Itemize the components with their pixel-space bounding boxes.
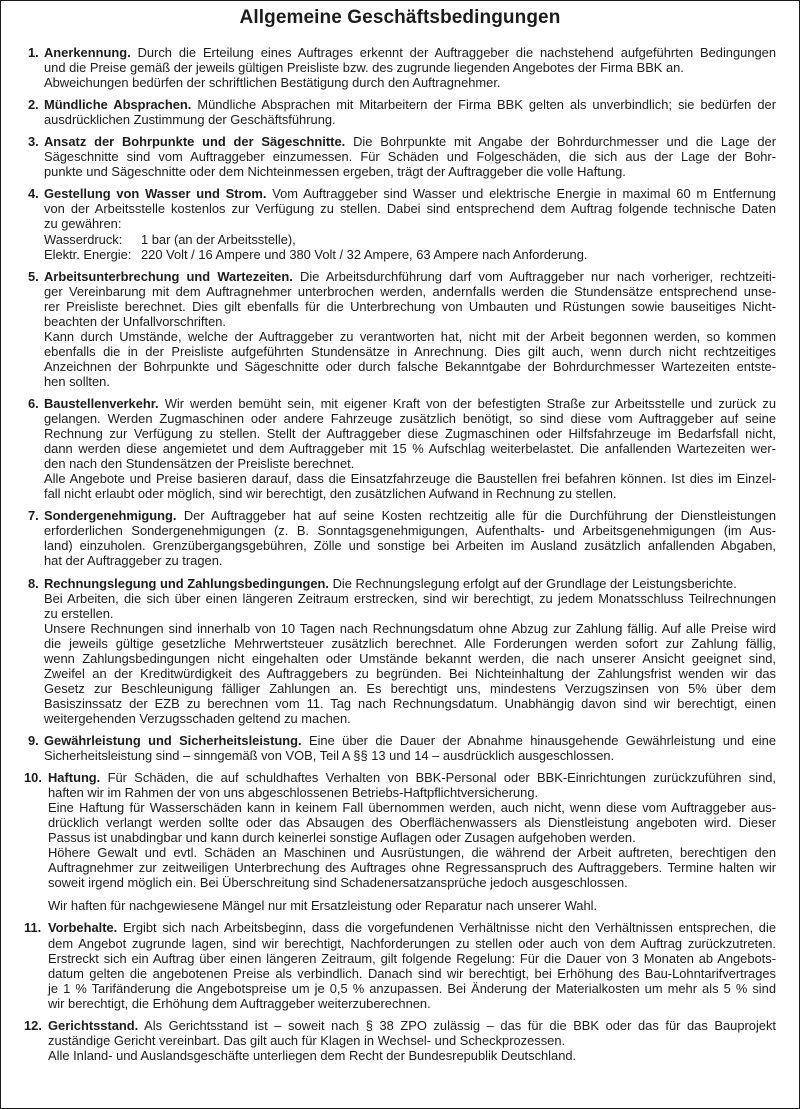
section-line	[44, 523, 776, 538]
section-extra-paragraph: Wir haften für nachgewiesene Mängel nur mit Ersatzleistung oder Reparatur nach unserer Wahl.	[48, 898, 598, 914]
section-text: Erstreckt sich ein Auftrag über einen längeren Zeitraum, gilt folgende Regelung: Für die Dauer von 3 Monaten ab Angebots-	[48, 950, 776, 966]
section-text: wenn Zahlungsbedingungen nicht eingehalten oder Umstände bekannt werden, die nach unserer Ansicht geeignet sind,	[44, 650, 776, 666]
spec-value: 220 Volt / 16 Ampere und 380 Volt / 32 Ampere, 63 Ampere nach Anforderung.	[141, 246, 588, 262]
section-text: ger Vereinbarung mit dem Auftragnehmer unterbrochen werden, andernfalls werden die Stundensätze entsprechend unse-	[44, 283, 776, 299]
section-line	[44, 666, 776, 681]
section-line	[44, 329, 776, 344]
section-text: Alle Inland- und Auslandsgeschäfte unterliegen dem Recht der Bundesrepublik Deutschland.	[48, 1047, 577, 1063]
section-line	[44, 164, 776, 179]
section-12	[24, 1017, 777, 1063]
section-line	[44, 748, 776, 763]
section-text: erforderlichen Sondergenehmigungen (z. B. Sonntagsgenehmigungen, Aufenthalts- und Arbeitsgenehmigungen (im Aus-	[44, 523, 776, 539]
section-line	[44, 45, 776, 60]
section-text: die jeweils gültige gesetzliche Mehrwertsteuer zusätzlich berechnet. Alle Forderungen werden sofort zur Zahlung fällig,	[44, 635, 776, 651]
section-number: 4.	[28, 186, 39, 202]
section-text: Zweifel an der Kreditwürdigkeit des Auftraggebers zu begründen. Bei Nichteinhaltung der Zahlungsfrist wenden wir das	[44, 665, 776, 681]
section-text: Gesetz zur Beschleunigung fälliger Zahlungen an. Es berechtigt uns, mindestens Verzugszinsen von 5% über dem	[44, 680, 776, 696]
section-text: Bei Arbeiten, die sich über einen längeren Zeitraum erstrecken, sind wir berechtigt, zu jedem Monatsschluss Teilrechnungen	[44, 590, 776, 606]
section-11	[24, 920, 776, 1011]
section-number: 6.	[28, 395, 39, 411]
section-text: Alle Angebote und Preise basieren darauf, dass die Einsatzfahrzeuge die Baustellen frei befahren können. Ist dies im Einzel-	[44, 471, 776, 487]
section-text: hat der Auftraggeber zu tragen.	[44, 553, 223, 569]
section-heading: Gestellung von Wasser und Strom.	[44, 186, 267, 202]
section-line	[48, 860, 776, 875]
section-text: Sägeschnitte sind vom Auftraggeber einzumessen. Für Schäden und Folgeschäden, die sich aus der Lage der Bohr-	[44, 149, 776, 165]
section-line	[48, 936, 776, 951]
section-line	[44, 651, 776, 666]
section-line	[44, 508, 776, 523]
section-line	[48, 815, 776, 830]
section-text: Unsere Rechnungen sind innerhalb von 10 Tagen nach Rechnungsdatum ohne Abzug zur Zahlung fällig. Auf alle Preise wird	[44, 620, 776, 636]
section-text: Eine über die Dauer der Abnahme hinausgehende Gewährleistung und eine	[308, 732, 776, 748]
section-number: 10.	[24, 770, 42, 786]
section-number: 9.	[28, 732, 39, 748]
spec-row	[44, 247, 776, 262]
section-text: soweit irgend möglich ein. Bei Überschreitung sind Schadenersatzansprüche jedoch ausgeschlossen.	[48, 875, 628, 891]
section-line	[48, 981, 776, 996]
section-line	[44, 201, 776, 216]
section-heading: Vorbehalte.	[48, 920, 118, 936]
section-number: 1.	[28, 45, 39, 60]
section-text: Die Bohrpunkte mit Angabe der Bohrdurchmesser und die Lage der	[353, 134, 776, 150]
section-text: ausdrücklichen Zustimmung der Geschäftsführung.	[44, 112, 336, 128]
section-text: den nach den Stundensätzen der Preisliste berechnet.	[44, 456, 355, 472]
section-line	[44, 216, 776, 231]
section-number: 11.	[24, 920, 42, 936]
section-line	[44, 471, 776, 486]
section-line	[44, 299, 776, 314]
section-heading: Arbeitsunterbrechung und Wartezeiten.	[44, 268, 293, 284]
section-text: ebenfalls die in der Preisliste aufgeführten Stundensätze in Anrechnung. Dies gilt auch, wenn durch nicht rechtzeitiges	[44, 343, 776, 359]
section-text: Die Rechnungslegung erfolgt auf der Grundlage der Leistungsberichte.	[332, 575, 737, 591]
section-text: haften wir im Rahmen der von uns abgeschlossenen Betriebs-Haftpflichtversicherung.	[48, 785, 539, 801]
section-heading: Rechnungslegung und Zahlungsbedingungen.	[44, 575, 330, 591]
section-line	[44, 606, 776, 621]
section-text: zu erstellen.	[44, 605, 114, 621]
section-text: drücklich verlangt werden sollte oder das Absaugen des Oberflächenwassers als Dienstleistung angeboten wird. Dieser	[48, 815, 776, 831]
section-line	[48, 920, 776, 935]
section-text: Abweichungen bedürfen der schriftlichen Bestätigung durch den Auftragnehmer.	[44, 75, 501, 91]
section-text: Ergibt sich nach Arbeitsbeginn, dass die vorgefundenen Verhältnisse nicht den Verhältnissen entsprechen, die	[122, 920, 776, 936]
section-heading: Gerichtsstand.	[48, 1017, 139, 1033]
section-line	[44, 591, 776, 606]
section-line	[44, 284, 776, 299]
section-text: punkte und Sägeschnitte oder dem Nichteinmessen ergeben, trägt der Auftraggeber die volle Haftung.	[44, 164, 626, 180]
section-text: Auftragnehmer zur zeitweiligen Unterbrechung des Auftrages ohne Regressanspruch des Auftraggebers. Termine halten wir	[48, 860, 776, 876]
section-text: Der Auftraggeber hat auf seine Kosten rechtzeitig alle für die Durchführung der Dienstleistungen	[183, 508, 776, 524]
section-1	[28, 45, 776, 90]
section-line	[48, 1033, 776, 1048]
section-7	[28, 508, 776, 568]
section-5	[28, 269, 776, 389]
section-heading: Gewährleistung und Sicherheitsleistung.	[44, 732, 302, 748]
section-number: 2.	[28, 97, 39, 113]
section-heading: Mündliche Absprachen.	[44, 97, 192, 113]
spec-row	[44, 232, 776, 247]
section-line	[44, 456, 776, 471]
section-line	[44, 134, 776, 149]
section-line	[48, 785, 776, 800]
section-line	[44, 60, 776, 75]
section-text: Rechnung zur Verfügung zu stellen. Stellt der Auftraggeber diese Zugmaschinen oder Hilfsfahrzeuge im Bedarfsfall nicht,	[44, 426, 776, 442]
section-text: Basiszinssatz der EZB zu berechnen vom 11. Tag nach Rechnungsdatum. Unabhängig davon sind wir berechtigt, einen	[44, 695, 776, 711]
section-line	[44, 411, 776, 426]
section-text: fall nicht erlaubt oder möglich, sind wir berechtigt, den zusätzlichen Aufwand in Rechnung zu stellen.	[44, 486, 617, 502]
section-number: 3.	[28, 134, 39, 150]
section-line	[44, 621, 776, 636]
section-line	[44, 344, 776, 359]
section-text: dann werden diese angemietet und dem Auftraggeber mit 15 % Aufschlag weiterbelastet. Die anfallenden Wartezeiten wer-	[44, 441, 776, 457]
section-text: Als Gerichtsstand ist – soweit nach § 38 ZPO zulässig – das für die BBK oder das für das Bauprojekt	[144, 1017, 777, 1033]
section-text: Eine Haftung für Wasserschäden kann in keinem Fall übernommen werden, auch nicht, wenn diese vom Auftraggeber aus-	[48, 800, 776, 816]
document-title: Allgemeine Geschäftsbedingungen	[239, 7, 561, 28]
section-text: Mündliche Absprachen mit Mitarbeitern der Firma BBK gelten als unverbindlich; sie bedürfen der	[197, 97, 776, 113]
section-line	[48, 845, 776, 860]
section-2	[28, 97, 776, 127]
section-line	[48, 800, 776, 815]
section-8	[28, 576, 776, 726]
section-number: 7.	[28, 508, 39, 524]
section-text: von der Arbeitsstelle kostenlos zur Verfügung zu stellen. Dabei sind entsprechend dem Auftrag folgende technische Daten	[44, 201, 776, 217]
section-line	[44, 733, 776, 748]
section-text: beachten der Unfallvorschriften.	[44, 313, 226, 329]
section-line	[48, 770, 776, 785]
section-text: gelangen. Werden Zugmaschinen oder andere Fahrzeuge zusätzlich benötigt, so sind diese vom Auftraggeber auf seine	[44, 411, 776, 427]
section-line	[44, 186, 776, 201]
section-10	[24, 770, 776, 914]
section-text: Höhere Gewalt und evtl. Schäden an Maschinen und Ausrüstungen, die während der Arbeit auftreten, berechtigen den	[48, 845, 776, 861]
spec-key: Elektr. Energie:	[44, 246, 132, 262]
section-heading: Ansatz der Bohrpunkte und der Sägeschnitte.	[44, 134, 346, 150]
section-line	[44, 486, 776, 501]
terms-sections	[24, 45, 777, 1070]
section-text: Anzeichnen der Bohrpunkte und Sägeschnitte oder durch falsche Bekanntgabe der Bohrdurchmesser Wartezeiten entste-	[44, 358, 776, 374]
section-text: wir berechtigt, die Erhöhung dem Auftraggeber weiterzuberechnen.	[48, 995, 431, 1011]
section-line	[44, 426, 776, 441]
section-text: Vom Auftraggeber sind Wasser und elektrische Energie in maximal 60 m Entfernung	[272, 186, 776, 202]
section-text: Die Arbeitsdurchführung darf vom Auftraggeber nur nach vorheriger, rechtzeiti-	[300, 268, 776, 284]
section-line	[44, 269, 776, 284]
section-6	[28, 396, 776, 501]
section-line	[48, 1018, 776, 1033]
section-number: 8.	[28, 575, 39, 591]
section-text: Für Schäden, die auf schuldhaftes Verhalten von BBK-Personal oder BBK-Einrichtungen zurückzuführen sind,	[107, 770, 776, 786]
section-line	[44, 359, 776, 374]
section-text: Passus ist unabdingbar und kann durch keinerlei sonstige Auflagen oder Zusagen aufgehoben werden.	[48, 830, 636, 846]
section-line	[48, 830, 776, 845]
section-line	[44, 553, 776, 568]
section-line	[44, 576, 776, 591]
spec-value: 1 bar (an der Arbeitsstelle),	[141, 231, 296, 247]
section-line	[44, 538, 776, 553]
section-text: Kann durch Umstände, welche der Auftraggeber zu verantworten hat, nicht mit der Arbeit begonnen werden, so kommen	[44, 328, 776, 344]
section-line	[48, 996, 776, 1011]
section-text: weitergehenden Verzugsschaden geltend zu machen.	[44, 710, 351, 726]
section-text: zu gewähren:	[44, 216, 122, 232]
section-line	[44, 75, 776, 90]
section-line	[48, 966, 776, 981]
section-text: je 1 % Tarifänderung die Angebotspreise um je 0,5 % anzupassen. Bei Änderung der Materialkosten um mehr als 5 % sind	[48, 980, 776, 996]
section-line	[44, 374, 776, 389]
section-heading: Baustellenverkehr.	[44, 395, 159, 411]
section-text: hen sollten.	[44, 373, 110, 389]
section-3	[28, 134, 776, 179]
section-line	[44, 112, 776, 127]
section-line	[48, 875, 776, 890]
paragraph-gap	[48, 890, 776, 898]
section-line	[44, 396, 776, 411]
section-line	[44, 441, 776, 456]
section-line	[48, 1048, 776, 1063]
section-line	[44, 681, 776, 696]
section-line	[44, 97, 776, 112]
section-line	[44, 314, 776, 329]
section-text: und die Preise gemäß der jeweils gültigen Preisliste bzw. des zugrunde liegenden Angebotes der Firma BBK an.	[44, 60, 684, 76]
section-text: Wir werden bemüht sein, mit eigener Kraft von der befestigten Straße zur Arbeitsstelle und zurück zu	[164, 395, 776, 411]
section-text: land) einzuholen. Grenzübergangsgebühren, Zölle und sonstige bei Arbeiten im Ausland zusätzlich anfallenden Abgaben,	[44, 538, 776, 554]
section-number: 12.	[24, 1017, 42, 1033]
section-9	[28, 733, 776, 763]
spec-key: Wasserdruck:	[44, 231, 123, 247]
section-line	[44, 711, 776, 726]
section-line	[48, 951, 776, 966]
section-heading: Haftung.	[48, 770, 101, 786]
section-line	[44, 696, 776, 711]
section-line	[44, 149, 776, 164]
section-text: zuständige Gericht vereinbart. Das gilt auch für Klagen in Wechsel- und Scheckprozessen.	[48, 1032, 566, 1048]
section-4	[28, 186, 776, 261]
section-line	[44, 636, 776, 651]
section-heading: Sondergenehmigung.	[44, 508, 177, 524]
section-number: 5.	[28, 268, 39, 284]
section-text: Durch die Erteilung eines Auftrages erkennt der Auftraggeber die nachstehend aufgeführten Bedingungen	[137, 45, 776, 60]
section-text: dem Angebot zugrunde lagen, sind wir berechtigt, Nachforderungen zu stellen oder auch von dem Auftrag zurückzutreten.	[48, 935, 776, 951]
section-text: datum gelten die angebotenen Preise als verbindlich. Danach sind wir berechtigt, bei Erhöhung des Bau-Lohntarifvertrages	[48, 965, 776, 981]
section-heading: Anerkennung.	[44, 45, 131, 60]
section-text: Sicherheitsleistung sind – sinngemäß von VOB, Teil A §§ 13 und 14 – ausdrücklich ausgeschlossen.	[44, 748, 615, 764]
section-text: rer Preisliste berechnet. Dies gilt ebenfalls für die Unterbrechung von Umbauten und Rüstungen sowie bauseitiges Nicht-	[44, 298, 776, 314]
